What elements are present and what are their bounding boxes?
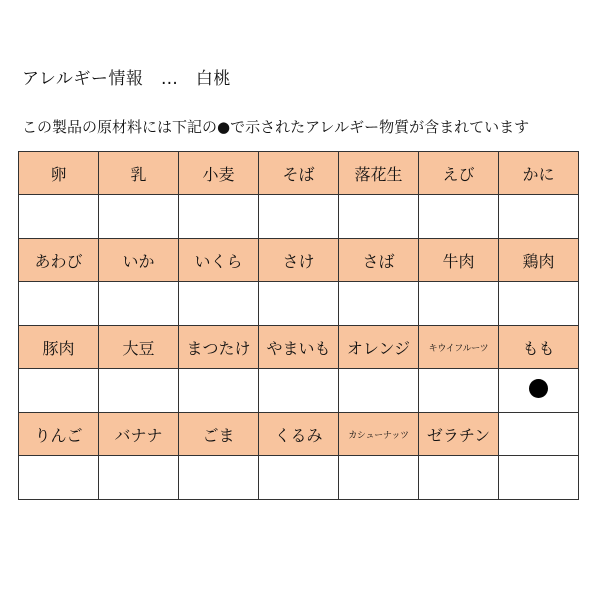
mark-cell: [419, 456, 499, 500]
mark-cell: [339, 369, 419, 413]
mark-cell: [339, 456, 419, 500]
allergen-header-row: [19, 326, 579, 369]
mark-cell: [339, 282, 419, 326]
empty-cell: [499, 413, 579, 456]
allergen-name: 鶏肉: [499, 239, 579, 282]
mark-cell: [19, 282, 99, 326]
mark-cell: [259, 195, 339, 239]
allergen-mark-row: [19, 369, 579, 413]
allergen-name: さけ: [259, 239, 339, 282]
allergen-name: そば: [259, 152, 339, 195]
mark-cell: [499, 195, 579, 239]
mark-cell: [499, 369, 579, 413]
page-title: アレルギー情報 … 白桃: [22, 69, 231, 89]
allergen-name: さば: [339, 239, 419, 282]
mark-cell: [419, 282, 499, 326]
mark-cell: [179, 456, 259, 500]
mark-cell: [99, 456, 179, 500]
allergen-name: あわび: [19, 239, 99, 282]
allergen-name: いくら: [179, 239, 259, 282]
allergen-name: かに: [499, 152, 579, 195]
mark-cell: [19, 456, 99, 500]
allergen-name: バナナ: [99, 413, 179, 456]
mark-cell: [499, 282, 579, 326]
mark-cell: [179, 369, 259, 413]
mark-cell: [419, 195, 499, 239]
allergen-name: カシューナッツ: [339, 413, 419, 456]
allergen-name: りんご: [19, 413, 99, 456]
mark-cell: [339, 195, 419, 239]
mark-cell: [259, 369, 339, 413]
mark-cell: [99, 195, 179, 239]
mark-cell: [179, 282, 259, 326]
allergen-name: やまいも: [259, 326, 339, 369]
mark-cell: [19, 195, 99, 239]
allergen-name: もも: [499, 326, 579, 369]
mark-cell: [419, 369, 499, 413]
allergen-name: 大豆: [99, 326, 179, 369]
mark-cell: [179, 195, 259, 239]
allergen-name: いか: [99, 239, 179, 282]
allergen-table: [18, 151, 579, 500]
mark-cell: [499, 456, 579, 500]
allergen-mark-row: [19, 195, 579, 239]
allergen-name: ごま: [179, 413, 259, 456]
mark-cell: [259, 282, 339, 326]
allergen-name: オレンジ: [339, 326, 419, 369]
allergen-header-row: [19, 239, 579, 282]
allergen-name: くるみ: [259, 413, 339, 456]
contains-marker-icon: [529, 379, 548, 398]
mark-cell: [19, 369, 99, 413]
allergen-name: キウイフルーツ: [419, 326, 499, 369]
allergen-header-row: [19, 152, 579, 195]
mark-cell: [259, 456, 339, 500]
allergen-name: 小麦: [179, 152, 259, 195]
allergen-header-row: [19, 413, 579, 456]
allergen-name: 牛肉: [419, 239, 499, 282]
mark-cell: [99, 369, 179, 413]
allergen-name: ゼラチン: [419, 413, 499, 456]
allergen-name: まつたけ: [179, 326, 259, 369]
allergen-mark-row: [19, 282, 579, 326]
allergen-name: えび: [419, 152, 499, 195]
allergen-mark-row: [19, 456, 579, 500]
mark-cell: [99, 282, 179, 326]
allergen-name: 乳: [99, 152, 179, 195]
page-description: この製品の原材料には下記の●で示されたアレルギー物質が含まれています: [22, 118, 530, 136]
allergen-name: 豚肉: [19, 326, 99, 369]
allergen-name: 卵: [19, 152, 99, 195]
allergen-name: 落花生: [339, 152, 419, 195]
